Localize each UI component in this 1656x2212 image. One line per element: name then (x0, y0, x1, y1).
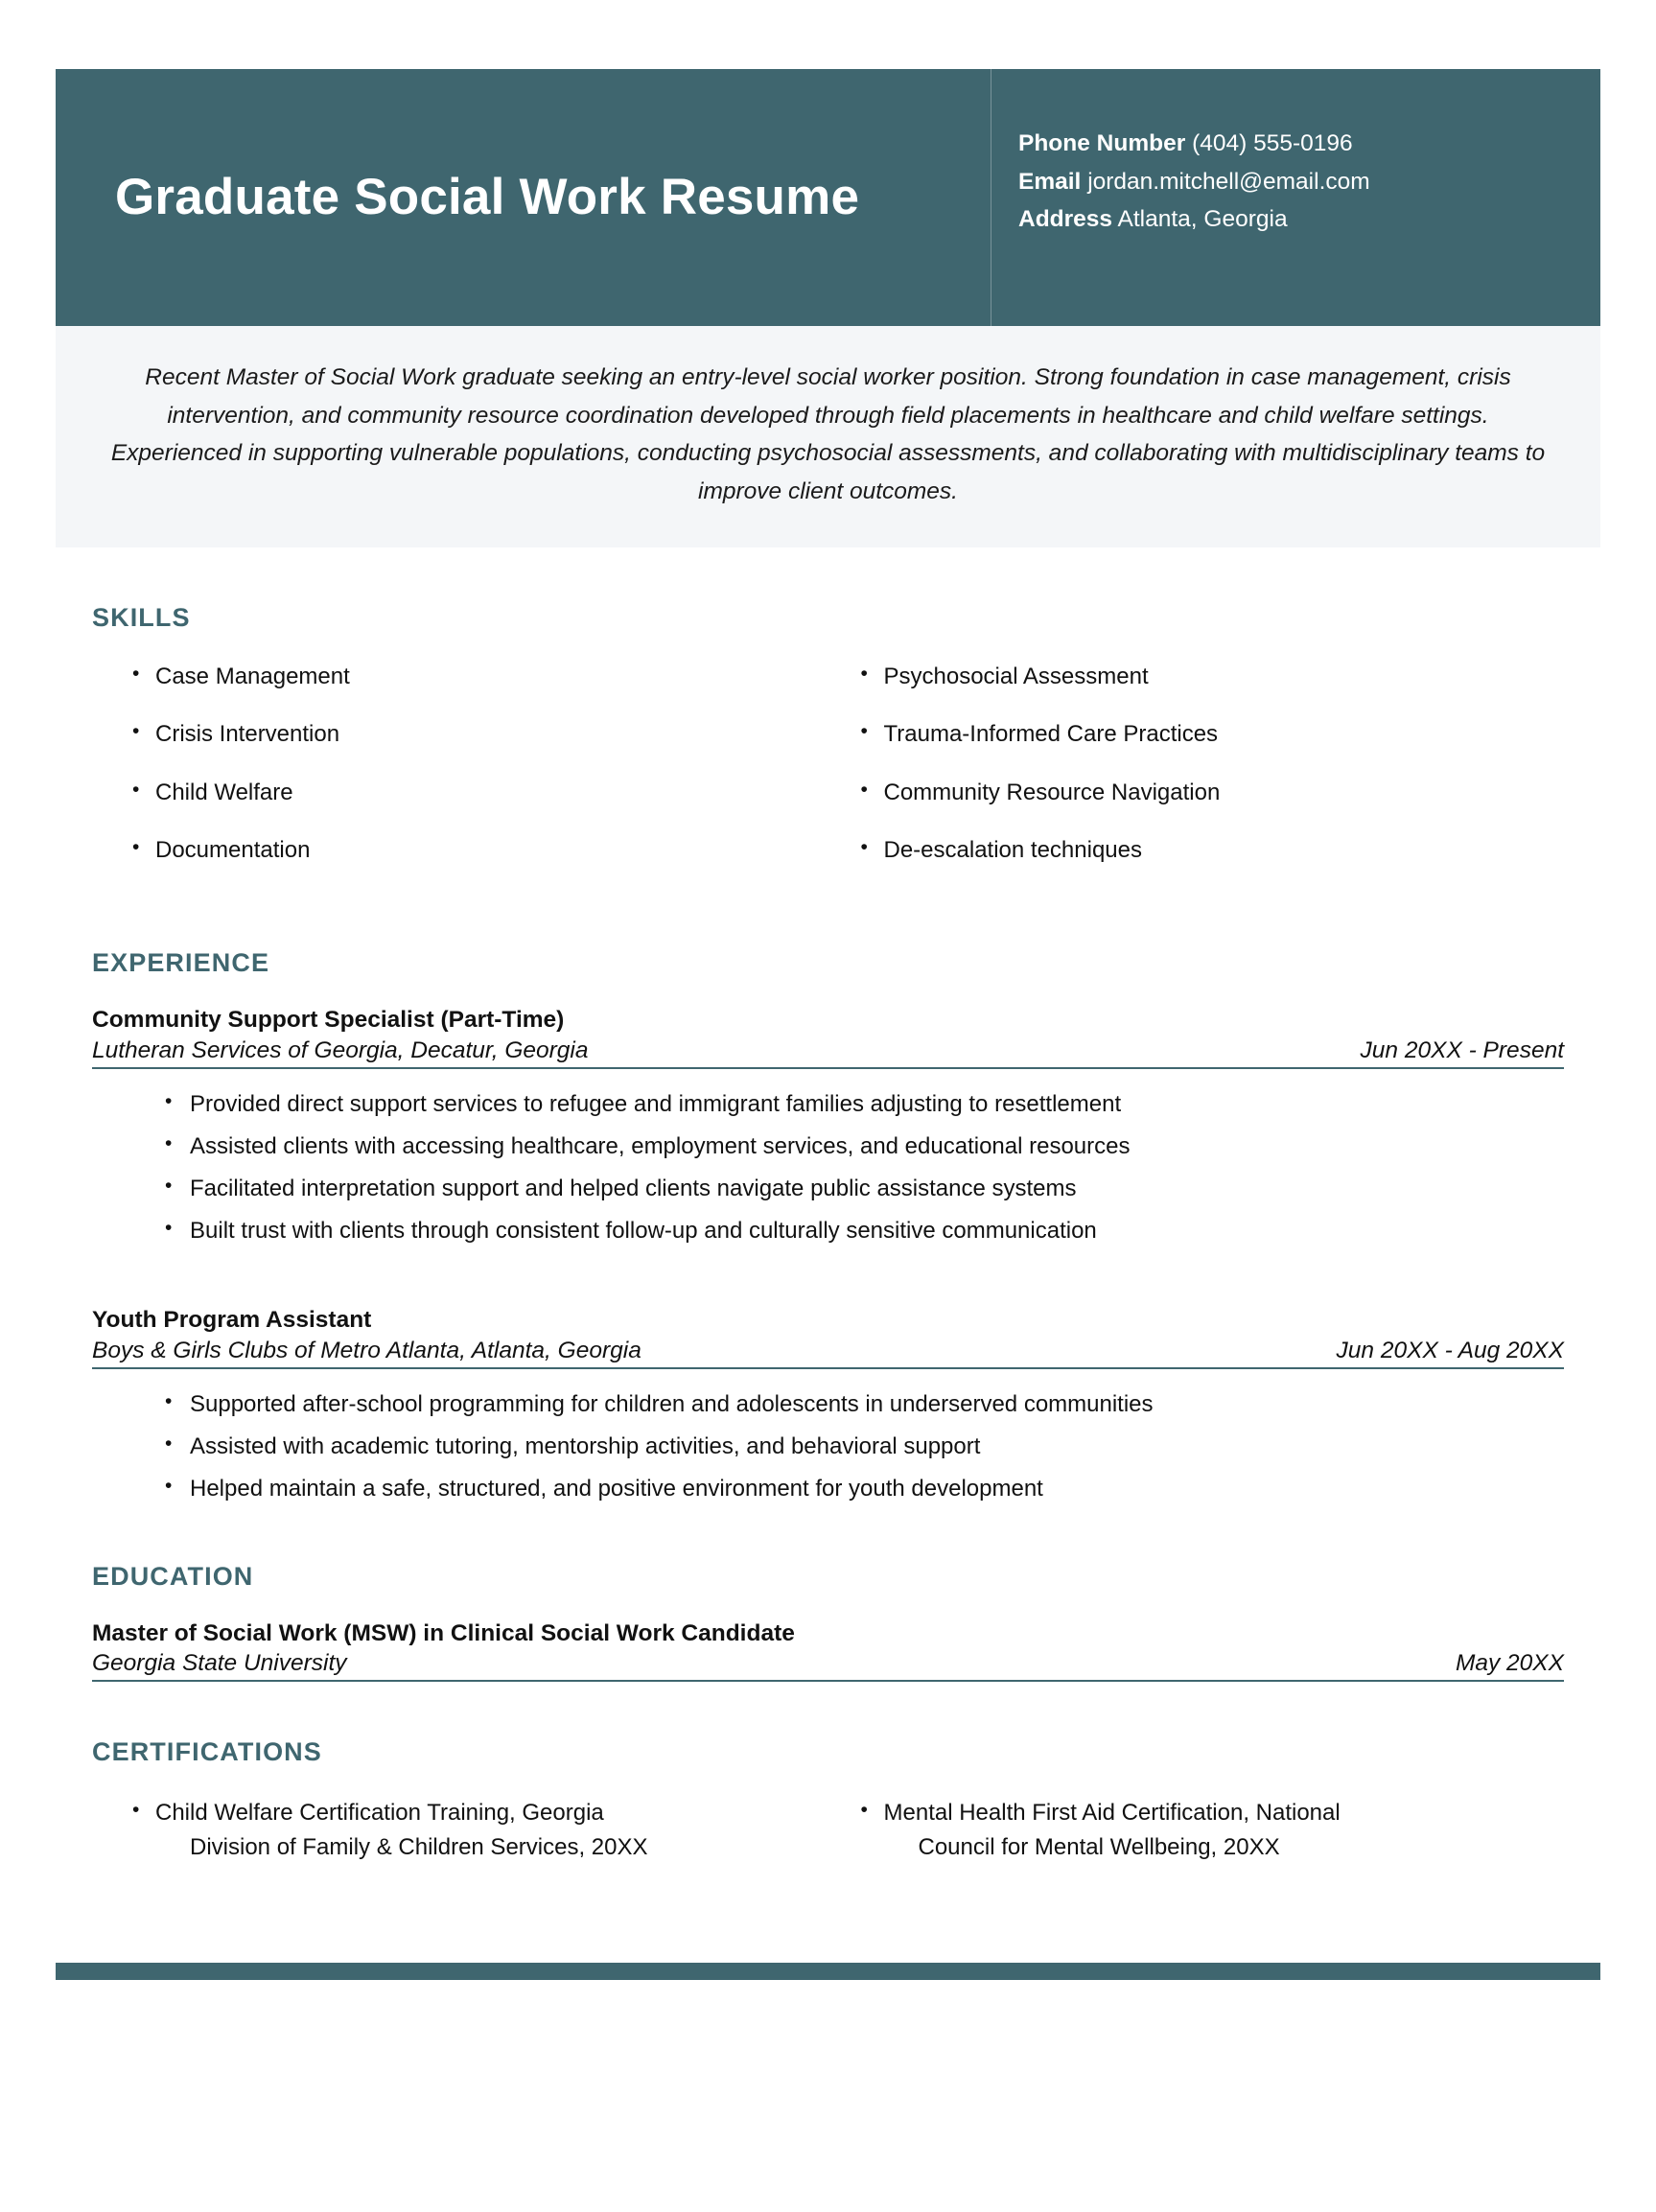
list-item: • Documentation (121, 835, 828, 866)
skills-list-right (850, 662, 1601, 867)
list-item: • Trauma-Informed Care Practices (850, 719, 1601, 750)
contact-phone-label: Phone Number (1018, 130, 1186, 156)
skills-list-left (121, 662, 828, 867)
job-title: Youth Program Assistant (92, 1307, 372, 1334)
certifications-list-left (121, 1796, 828, 1865)
list-item: • Assisted with academic tutoring, mentorship activities, and behavioral support (155, 1431, 1600, 1463)
contact-phone (1018, 125, 1600, 163)
skills-section (56, 603, 1600, 894)
certification-line-2: Division of Family & Children Services, 20XX (190, 1834, 648, 1861)
job-date: Jun 20XX - Aug 20XX (1336, 1338, 1564, 1364)
contact-address (1018, 200, 1600, 239)
job-bullets (56, 1088, 1600, 1247)
job-organization: Boys & Girls Clubs of Metro Atlanta, Atlanta, Georgia (92, 1338, 641, 1364)
page-title: Graduate Social Work Resume (115, 168, 860, 225)
list-item: • Facilitated interpretation support and helped clients navigate public assistance systems (155, 1173, 1600, 1205)
list-item: • De-escalation techniques (850, 835, 1601, 866)
footer-accent-bar (56, 1963, 1600, 1980)
list-item: • Psychosocial Assessment (850, 662, 1601, 692)
spacer (0, 1980, 1656, 2018)
list-item: • Assisted clients with accessing healthcare, employment services, and educational resources (155, 1130, 1600, 1163)
list-item: • Built trust with clients through consistent follow-up and culturally sensitive communication (155, 1215, 1600, 1247)
skills-column-right (828, 662, 1601, 894)
job-title: Community Support Specialist (Part-Time) (92, 1007, 565, 1034)
list-item: • Community Resource Navigation (850, 778, 1601, 808)
job-bullets (56, 1388, 1600, 1505)
certification-line-2: Council for Mental Wellbeing, 20XX (918, 1834, 1280, 1861)
education-entry (56, 1618, 1600, 1683)
experience-entry (56, 1005, 1600, 1247)
spacer (56, 1257, 1600, 1278)
skills-heading: SKILLS (92, 602, 191, 632)
list-item: • Provided direct support services to refugee and immigrant families adjusting to resettlement (155, 1088, 1600, 1121)
resume-page (0, 69, 1656, 2212)
education-meta (92, 1650, 1564, 1682)
list-item: • Supported after-school programming for children and adolescents in underserved communities (155, 1388, 1600, 1421)
contact-phone-value: (404) 555-0196 (1192, 130, 1353, 156)
experience-section (56, 948, 1600, 1505)
contact-email-value: jordan.mitchell@email.com (1087, 168, 1370, 195)
certifications-column-left (56, 1796, 828, 1892)
degree-title: Master of Social Work (MSW) in Clinical Social Work Candidate (92, 1619, 795, 1646)
job-organization: Lutheran Services of Georgia, Decatur, Georgia (92, 1037, 589, 1064)
certification-line-1: Child Welfare Certification Training, Georgia (155, 1800, 604, 1827)
header-title-area (56, 69, 991, 326)
list-item: • Crisis Intervention (121, 719, 828, 750)
contact-email (1018, 163, 1600, 201)
certifications-heading: CERTIFICATIONS (92, 1737, 322, 1767)
contact-block (991, 69, 1600, 326)
list-item: • Child Welfare (121, 778, 828, 808)
contact-address-label: Address (1018, 206, 1113, 233)
skills-columns (56, 662, 1600, 894)
experience-entry (56, 1305, 1600, 1505)
education-section (56, 1562, 1600, 1683)
certification-line-1: Mental Health First Aid Certification, National (883, 1800, 1341, 1827)
resume-body (0, 603, 1656, 1893)
certifications-column-right (828, 1796, 1601, 1892)
list-item: • Case Management (121, 662, 828, 692)
job-date: Jun 20XX - Present (1360, 1037, 1564, 1064)
list-item: • Helped maintain a safe, structured, and positive environment for youth development (155, 1473, 1600, 1505)
contact-email-label: Email (1018, 168, 1082, 195)
certifications-section (56, 1737, 1600, 1892)
contact-address-value: Atlanta, Georgia (1117, 206, 1288, 233)
school-name: Georgia State University (92, 1650, 347, 1677)
experience-heading: EXPERIENCE (92, 948, 270, 978)
summary-band (56, 326, 1600, 547)
certifications-columns (56, 1796, 1600, 1892)
list-item (850, 1796, 1601, 1865)
graduation-date: May 20XX (1455, 1650, 1564, 1677)
education-heading: EDUCATION (92, 1561, 254, 1591)
job-meta (92, 1338, 1564, 1369)
list-item (121, 1796, 828, 1865)
resume-header (56, 69, 1600, 326)
skills-column-left (56, 662, 828, 894)
certifications-list-right (850, 1796, 1601, 1865)
job-meta (92, 1037, 1564, 1069)
summary-text: Recent Master of Social Work graduate seeking an entry-level social worker position. Strong foundation in case management, crisis intervention, and community resource coordination developed through field placements in healthcare and child welfare settings. Experienced in supporting vulnerable populations, conducting psychosocial assessments, and collaborating with multidisciplinary teams to improve client outcomes. (110, 364, 1546, 505)
